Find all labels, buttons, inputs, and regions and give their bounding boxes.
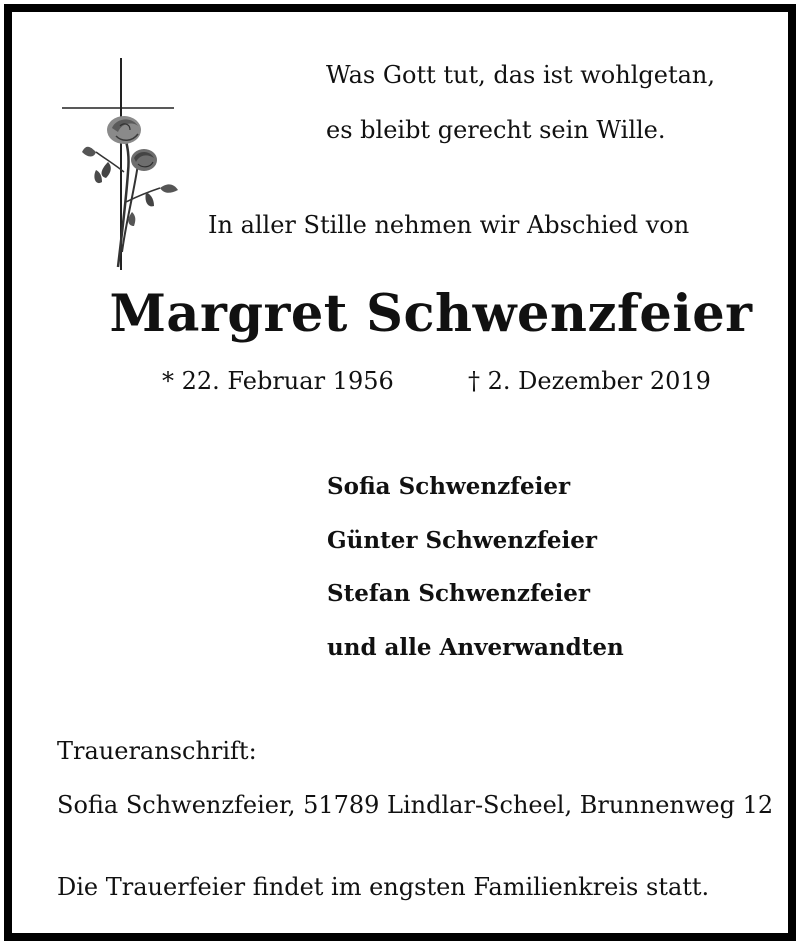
address-label: Traueranschrift:: [57, 737, 257, 765]
birth-date: * 22. Februar 1956: [162, 367, 394, 395]
verse-line-2: es bleibt gerecht sein Wille.: [326, 116, 666, 144]
verse-line-1: Was Gott tut, das ist wohlgetan,: [326, 61, 715, 89]
intro-text: In aller Stille nehmen wir Abschied von: [208, 211, 690, 239]
deceased-name: Margret Schwenzfeier: [109, 284, 753, 344]
mourner-name: Sofia Schwenzfeier: [327, 473, 571, 500]
mourner-relatives: und alle Anverwandten: [327, 634, 624, 661]
obituary-frame: [4, 4, 796, 941]
death-date: † 2. Dezember 2019: [468, 367, 711, 395]
address-line: Sofia Schwenzfeier, 51789 Lindlar-Scheel, Brunnenweg 12: [57, 791, 774, 819]
cross-with-rose-icon: [56, 52, 186, 272]
mourner-name: Günter Schwenzfeier: [327, 527, 598, 554]
ceremony-note: Die Trauerfeier findet im engsten Familienkreis statt.: [57, 873, 710, 901]
mourner-name: Stefan Schwenzfeier: [327, 580, 590, 607]
